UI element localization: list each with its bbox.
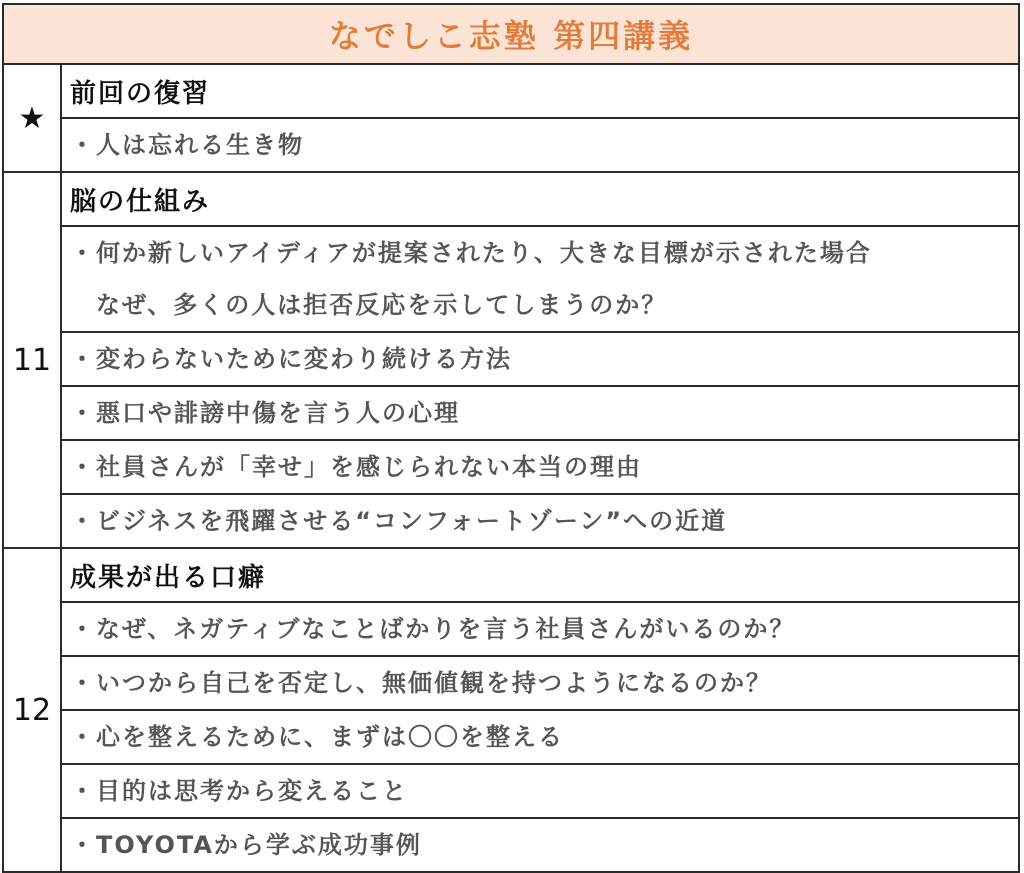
section-heading-row — [3, 64, 1019, 118]
list-item-text: ビジネスを飛躍させる“コンフォートゾーン”への近道 — [96, 507, 728, 535]
list-item — [61, 440, 1019, 494]
list-item — [61, 332, 1019, 386]
list-item-text: いつから自己を否定し、無価値観を持つようになるのか？ — [96, 669, 772, 697]
list-item-row — [3, 440, 1019, 494]
list-item-row — [3, 118, 1019, 172]
list-item-text: 目的は思考から変えること — [96, 777, 408, 805]
list-item-text: なぜ、ネガティブなことばかりを言う社員さんがいるのか？ — [96, 615, 796, 643]
lecture-outline-table — [2, 3, 1020, 873]
bullet-icon: ・ — [70, 615, 96, 643]
section-number: 12 — [3, 548, 61, 872]
list-item — [61, 764, 1019, 818]
bullet-icon: ・ — [70, 507, 96, 535]
list-item-row — [3, 818, 1019, 872]
bullet-icon: ・ — [70, 345, 96, 373]
list-item — [61, 656, 1019, 710]
bullet-icon: ・ — [70, 777, 96, 805]
list-item-text: 悪口や誹謗中傷を言う人の心理 — [96, 399, 460, 427]
bullet-icon: ・ — [70, 831, 96, 859]
bullet-icon: ・ — [70, 723, 96, 751]
list-item-text: 心を整えるために、まずは〇〇を整える — [96, 723, 564, 751]
list-item — [61, 818, 1019, 872]
list-item — [61, 118, 1019, 172]
list-item — [61, 602, 1019, 656]
section-heading-row — [3, 548, 1019, 602]
section-heading: 成果が出る口癖 — [61, 548, 1019, 602]
section-heading: 脳の仕組み — [61, 172, 1019, 226]
list-item-row — [3, 602, 1019, 656]
list-item-row — [3, 656, 1019, 710]
bullet-icon: ・ — [70, 399, 96, 427]
bullet-icon: ・ — [70, 669, 96, 697]
list-item — [61, 386, 1019, 440]
section-heading: 前回の復習 — [61, 64, 1019, 118]
title-row — [3, 4, 1019, 64]
bullet-icon: ・ — [70, 453, 96, 481]
list-item — [61, 226, 1019, 332]
list-item-row — [3, 386, 1019, 440]
list-item-row — [3, 226, 1019, 332]
bullet-icon: ・ — [70, 131, 96, 159]
list-item-row — [3, 764, 1019, 818]
list-item-row — [3, 332, 1019, 386]
page-title: なでしこ志塾 第四講義 — [3, 4, 1019, 64]
section-number: ★ — [3, 64, 61, 172]
list-item-row — [3, 710, 1019, 764]
list-item — [61, 710, 1019, 764]
list-item-text: 何か新しいアイディアが提案されたり、大きな目標が示された場合 — [96, 239, 872, 267]
list-item-text: 変わらないために変わり続ける方法 — [96, 345, 512, 373]
list-item-text: TOYOTAから学ぶ成功事例 — [96, 831, 422, 859]
section-heading-row — [3, 172, 1019, 226]
bullet-icon: ・ — [70, 239, 96, 267]
list-item-text: なぜ、多くの人は拒否反応を示してしまうのか？ — [96, 291, 668, 319]
list-item — [61, 494, 1019, 548]
section-number: 11 — [3, 172, 61, 548]
list-item-text: 社員さんが「幸せ」を感じられない本当の理由 — [96, 453, 642, 481]
list-item-text: 人は忘れる生き物 — [96, 131, 304, 159]
list-item-row — [3, 494, 1019, 548]
